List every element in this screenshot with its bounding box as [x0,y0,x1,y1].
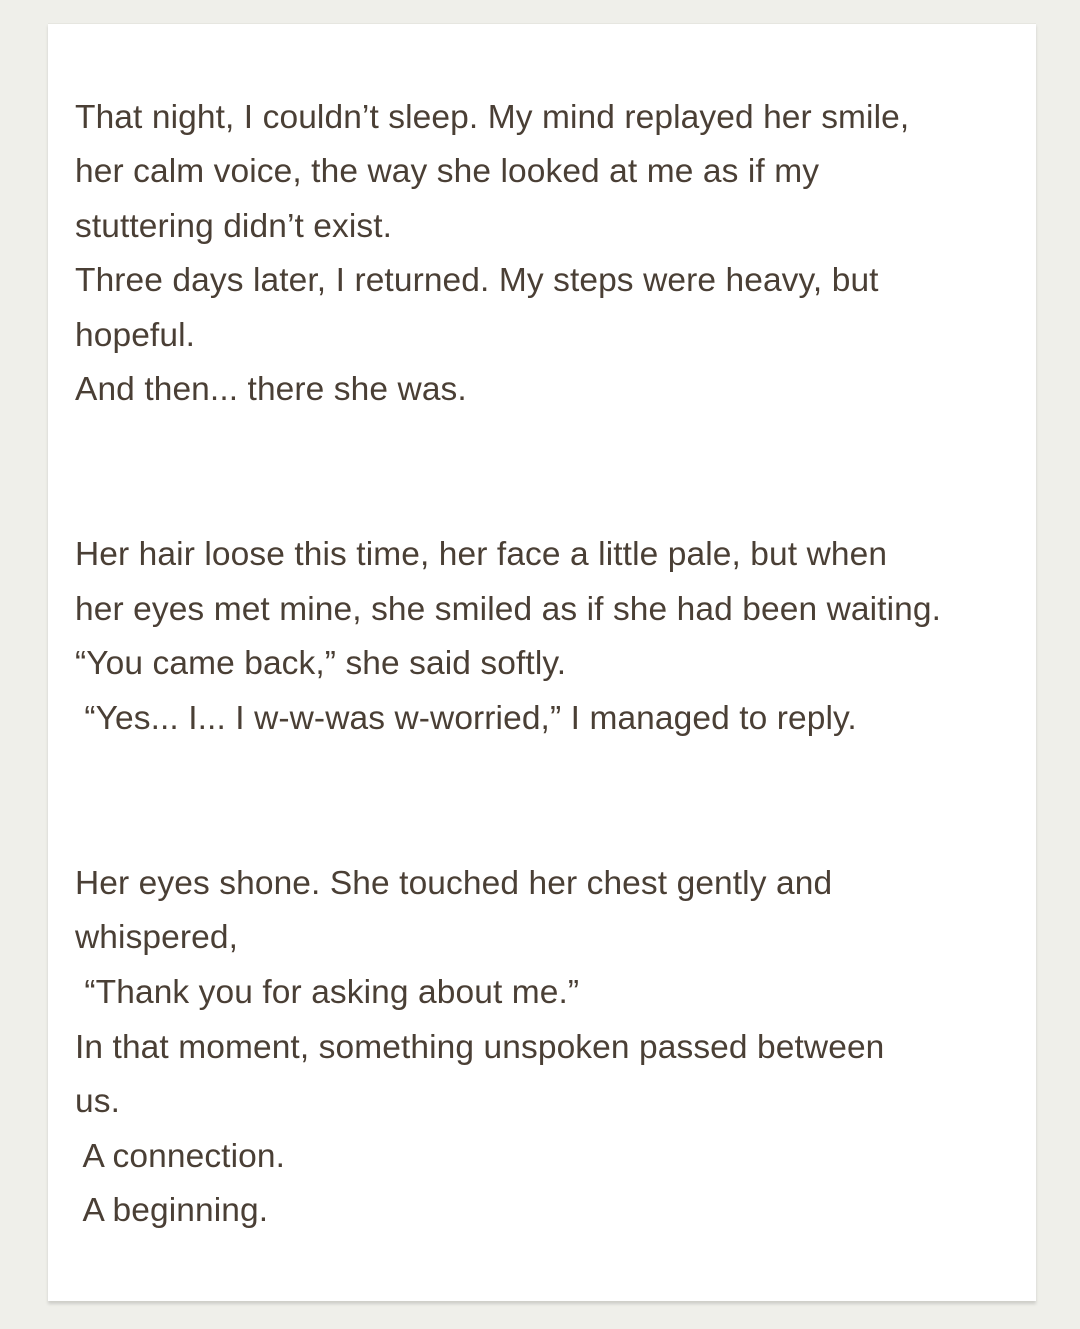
text-line: her eyes met mine, she smiled as if she had been waiting. [75,591,941,628]
text-line: us. [75,1083,120,1120]
text-line: “Thank you for asking about me.” [75,974,580,1011]
text-line: her calm voice, the way she looked at me as if my [75,153,820,190]
text-line: A beginning. [75,1192,269,1229]
text-line: That night, I couldn’t sleep. My mind replayed her smile, [75,99,910,136]
text-line: stuttering didn’t exist. [75,208,393,245]
text-line: whispered, [75,919,239,956]
text-line: In that moment, something unspoken passed between [75,1029,885,1066]
text-line: hopeful. [75,317,196,354]
text-line: “You came back,” she said softly. [75,645,567,682]
text-line: Her eyes shone. She touched her chest gently and [75,865,833,902]
text-line: Three days later, I returned. My steps were heavy, but [75,262,879,299]
text-line: And then... there she was. [75,371,467,408]
text-line: “Yes... I... I w-w-was w-worried,” I managed to reply. [75,700,857,737]
text-page [48,23,1036,1301]
text-line: A connection. [75,1138,286,1175]
text-line: Her hair loose this time, her face a little pale, but when [75,536,888,573]
